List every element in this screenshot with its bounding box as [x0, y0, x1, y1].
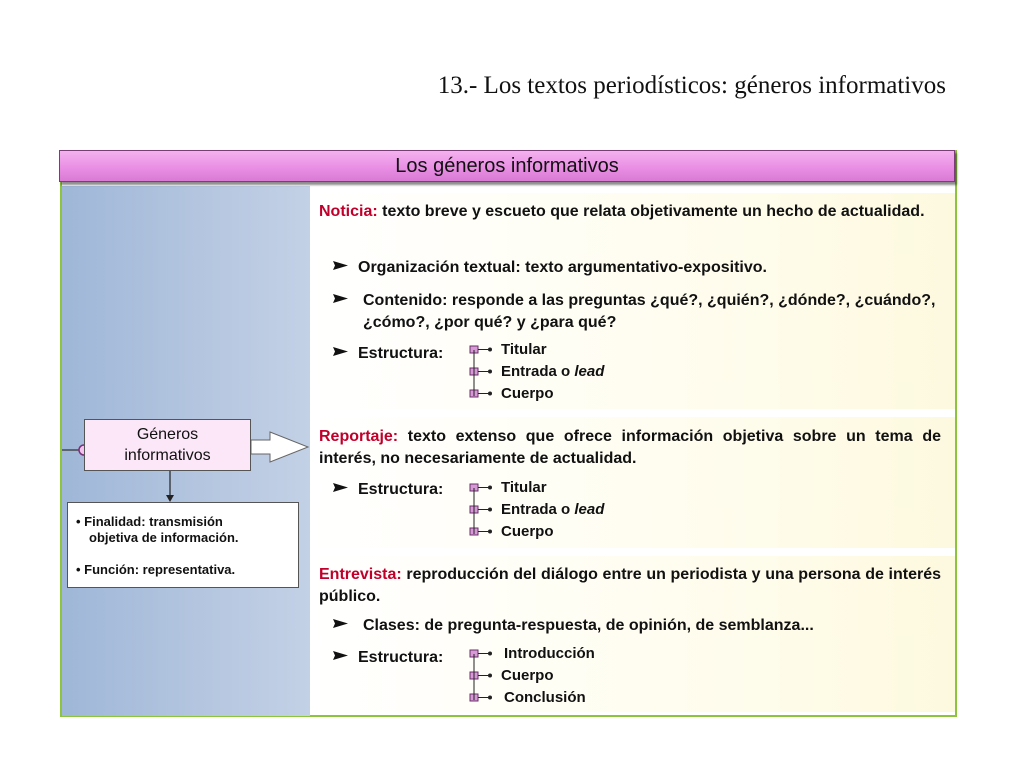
finalidad-funcion-box [67, 502, 299, 588]
entrevista-definition-text: reproducción del diálogo entre un periodista y una persona de interés público. [319, 566, 941, 605]
tree-item-label: Titular [501, 479, 547, 496]
tree-item-label: Cuerpo [501, 667, 554, 684]
tree-item-label: Introducción [504, 645, 595, 662]
entrevista-term: Entrevista: [319, 566, 402, 583]
slide-title: 13.- Los textos periodísticos: géneros informativos [437, 72, 946, 99]
tree-item-label: Conclusión [504, 689, 586, 706]
generos-line-1: Géneros [136, 426, 199, 443]
funcion-line: • Función: representativa. [76, 562, 236, 577]
lead-text: lead [574, 363, 605, 380]
section-header: Los géneros informativos [59, 150, 955, 182]
generos-informativos-box [84, 419, 251, 471]
tree-item-label: Cuerpo [501, 523, 554, 540]
noticia-term: Noticia: [319, 203, 378, 220]
entrada-text: Entrada o [501, 363, 575, 380]
noticia-structure-label: Estructura: [358, 345, 444, 362]
reportaje-structure-label: Estructura: [358, 481, 444, 498]
reportaje-definition-text: texto extenso que ofrece información objetiva sobre un tema de interés, no necesariamente de actualidad. [319, 428, 941, 467]
entrada-text: Entrada o [501, 501, 575, 518]
reportaje-term: Reportaje: [319, 428, 399, 445]
tree-item-label: Cuerpo [501, 385, 554, 402]
right-arrow-icon [251, 432, 308, 462]
lead-text: lead [574, 501, 605, 518]
noticia-bullet-organizacion-text: Organización textual: texto argumentativo-expositivo. [358, 259, 767, 276]
finalidad-line-2: objetiva de información. [89, 530, 239, 545]
finalidad-line-1: • Finalidad: transmisión [76, 514, 223, 529]
tree-item-label: Titular [501, 341, 547, 358]
generos-line-2: informativos [124, 447, 211, 464]
entrevista-bullet-clases-text: Clases: de pregunta-respuesta, de opinión, de semblanza... [363, 617, 814, 634]
noticia-bullet-contenido-text: Contenido: responde a las preguntas ¿qué?, ¿quién?, ¿dónde?, ¿cuándo?, ¿cómo?, ¿por qué? y ¿para qué? [363, 292, 936, 331]
down-arrow-icon [166, 495, 174, 502]
noticia-definition-text: texto breve y escueto que relata objetivamente un hecho de actualidad. [382, 203, 925, 220]
entrevista-structure-label: Estructura: [358, 649, 444, 666]
